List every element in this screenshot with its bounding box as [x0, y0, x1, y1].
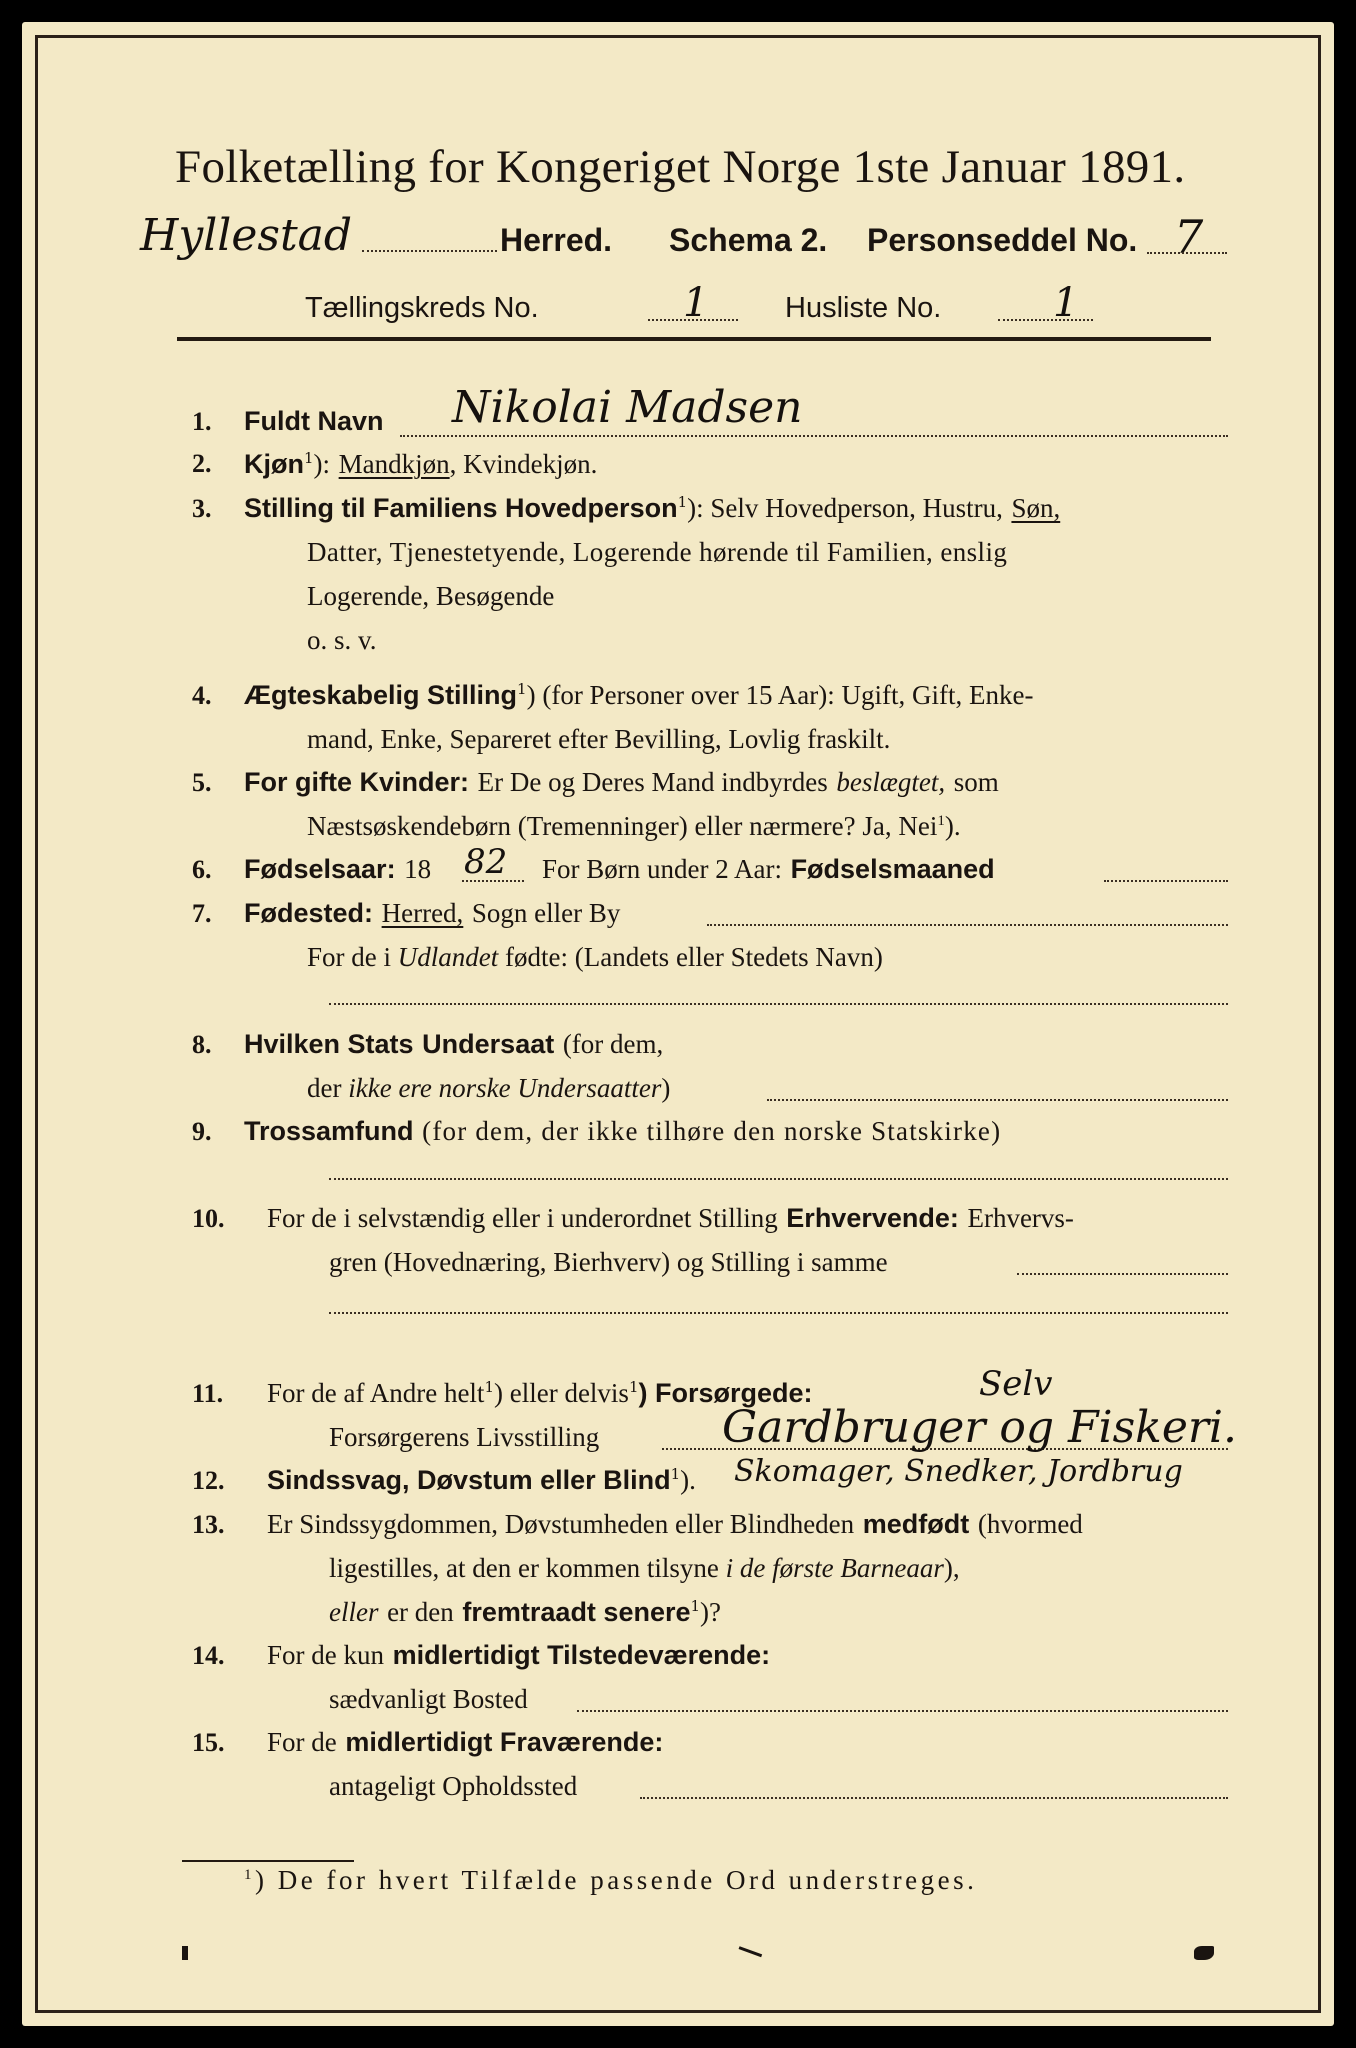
q12-sup: 1 [670, 1465, 681, 1483]
q7-line2 [307, 942, 883, 973]
q4-sup: 1 [517, 680, 527, 698]
q13-line2a: ligestilles, at den er kommen tilsyne [329, 1553, 719, 1583]
q11-forsorgede: ) Forsørgede: [638, 1378, 813, 1408]
q8-line2 [307, 1073, 670, 1104]
q3-line3: Logerende, Besøgende [307, 581, 555, 611]
q13-barneaar: i de første Barneaar [725, 1553, 944, 1583]
q11-value-livsstilling: Gardbruger og Fiskeri. [722, 1402, 1237, 1453]
herred-dotline [362, 250, 497, 252]
q1-name-value: Nikolai Madsen [452, 382, 803, 433]
footnote-sup: 1 [244, 1867, 255, 1883]
q8-number: 8. [192, 1030, 212, 1059]
q7-line2a: For de i [307, 942, 391, 972]
footnote-rule [182, 1860, 354, 1862]
q3-selected-son: Søn, [1011, 493, 1061, 523]
q1-number: 1. [192, 407, 212, 436]
q9-number: 9. [192, 1117, 212, 1146]
footnote [244, 1865, 977, 1896]
q9-dotline [329, 1178, 1228, 1180]
personseddel-dotline [1147, 252, 1227, 254]
q2-colon: ): [313, 449, 331, 479]
q5-beslaegtet: beslægtet, [836, 767, 946, 797]
q12-end: ). [680, 1465, 696, 1495]
q7-selected-herred: Herred, [381, 898, 464, 928]
q4-label: Ægteskabelig Stilling [244, 680, 518, 710]
husliste-number: 1 [1053, 280, 1079, 326]
q15-text: For de [267, 1727, 337, 1757]
q3-sup: 1 [677, 493, 688, 511]
q6-child-label: For Børn under 2 Aar: [542, 854, 782, 884]
q15-label: midlertidigt Fraværende: [345, 1727, 664, 1757]
q6-year-value: 82 [464, 842, 508, 882]
q15-number: 15. [192, 1728, 225, 1757]
q14-text: For de kun [267, 1640, 384, 1670]
print-mark-left [182, 1946, 188, 1960]
q7-rest: Sogn eller By [471, 898, 621, 928]
q10-line2: gren (Hovednæring, Bierhverv) og Stilling i samme [329, 1247, 888, 1277]
q15-line1 [267, 1727, 663, 1758]
q13-medfodt: medfødt [862, 1509, 970, 1539]
q3-label: Stilling til Familiens Hovedperson [244, 493, 678, 523]
q8-line2c: ) [661, 1073, 671, 1103]
q5-text: Er De og Deres Mand indbyrdes [477, 767, 828, 797]
q8-dotline [767, 1099, 1228, 1101]
q10-line1 [267, 1203, 1074, 1234]
q8-label: Hvilken Stats [244, 1029, 414, 1059]
q7-dotline2 [329, 1003, 1228, 1005]
q7-line2c: fødte: (Landets eller Stedets Navn) [505, 942, 883, 972]
personseddel-label: Personseddel No. [867, 222, 1138, 258]
q6-prefix: 18 [404, 854, 432, 884]
q11-line2: Forsørgerens Livsstilling [329, 1422, 600, 1452]
header-rule [177, 337, 1211, 341]
q2-option-kvindekjon: , Kvindekjøn. [449, 449, 598, 479]
q2-number: 2. [192, 449, 212, 478]
q5-line1 [244, 767, 999, 798]
personseddel-number: 7 [1174, 210, 1204, 264]
q14-number: 14. [192, 1641, 225, 1670]
q9-text: (for dem, der ikke tilhøre den norske Statskirke) [422, 1116, 1002, 1146]
q12-value: Skomager, Snedker, Jordbrug [734, 1454, 1183, 1489]
q14-line1 [267, 1640, 770, 1671]
q10-number: 10. [192, 1204, 225, 1233]
q3-line1 [244, 493, 1060, 524]
q13-text: Er Sindssygdommen, Døvstumheden eller Blindheden [267, 1509, 855, 1539]
q13-sup: 1 [690, 1597, 701, 1615]
q6-label: Fødselsaar: [244, 854, 396, 884]
q14-label: midlertidigt Tilstedeværende: [392, 1640, 771, 1670]
q12-label: Sindssvag, Døvstum eller Blind [267, 1465, 671, 1495]
form-title: Folketælling for Kongeriget Norge 1ste Januar 1891. [175, 141, 1186, 193]
q11-text: For de af Andre helt [267, 1378, 485, 1408]
q14-line2: sædvanligt Bosted [329, 1684, 528, 1714]
q13-end: )? [700, 1597, 722, 1627]
q5-line2-end: ). [944, 811, 961, 841]
q8-line1 [244, 1029, 663, 1060]
q3-number: 3. [192, 494, 212, 523]
q2-sup: 1 [304, 449, 314, 467]
form-border [35, 35, 1321, 2013]
q15-line2: antageligt Opholdssted [329, 1771, 578, 1801]
q13-line3 [329, 1597, 721, 1628]
q1-dotline [400, 435, 1228, 437]
q4-options: ) (for Personer over 15 Aar): Ugift, Gift, Enke- [526, 680, 1034, 710]
q5-sup: 1 [937, 813, 945, 829]
q6-line [244, 854, 431, 885]
q5-line2 [307, 811, 961, 842]
census-form [22, 22, 1334, 2026]
q15-dotline [640, 1797, 1228, 1799]
husliste-label: Husliste No. [785, 292, 942, 324]
q13-eller: eller [329, 1597, 379, 1627]
q8-label2: Undersaat [422, 1029, 555, 1059]
q11-value-selv: Selv [979, 1364, 1053, 1404]
q2-option-mandkjon: Mandkjøn [338, 449, 450, 479]
q5-number: 5. [192, 768, 212, 797]
q7-line1 [244, 898, 620, 929]
q4-line2: mand, Enke, Separeret efter Bevilling, Lovlig fraskilt. [307, 724, 891, 754]
herred-label: Herred. [500, 222, 613, 258]
q2-label: Kjøn [244, 449, 304, 479]
q12-line1 [267, 1465, 696, 1496]
q3-line4: o. s. v. [307, 625, 377, 655]
q3-line2: Datter, Tjenestetyende, Logerende hørende til Familien, enslig [307, 537, 1008, 567]
q3-options: ): Selv Hovedperson, Hustru, [687, 493, 1003, 523]
q8-line1-text: (for dem, [562, 1029, 664, 1059]
q9-label: Trossamfund [244, 1116, 414, 1146]
q4-number: 4. [192, 681, 212, 710]
q6-month-label: Fødselsmaaned [790, 854, 995, 884]
q10-erhvervs: Erhvervs- [967, 1203, 1074, 1233]
q10-text: For de i selvstændig eller i underordnet Stilling [267, 1203, 778, 1233]
q7-dotline [707, 924, 1228, 926]
q4-line1 [244, 680, 1033, 711]
q6-year-dotline [462, 880, 524, 882]
q13-line2 [329, 1553, 960, 1584]
q11-sup2: 1 [628, 1378, 639, 1396]
q7-label: Fødested: [244, 898, 374, 928]
q7-number: 7. [192, 899, 212, 928]
q13-line1 [267, 1509, 1083, 1540]
q6-number: 6. [192, 855, 212, 884]
q11-sup: 1 [484, 1378, 494, 1396]
kreds-number: 1 [683, 280, 709, 326]
husliste-dotline [998, 319, 1093, 321]
schema-label: Schema 2. [669, 222, 828, 258]
q13-line2c: ), [943, 1553, 960, 1583]
q7-udlandet: Udlandet [397, 942, 499, 972]
q5-label: For gifte Kvinder: [244, 767, 470, 797]
q10-erhvervende: Erhvervende: [786, 1203, 959, 1233]
q13-erden: er den [387, 1597, 454, 1627]
q8-line2b: ikke ere norske Undersaatter [348, 1073, 662, 1103]
herred-handwritten: Hyllestad [140, 210, 353, 261]
kreds-label: Tællingskreds No. [305, 292, 539, 324]
q13-hvormed: (hvormed [977, 1509, 1083, 1539]
q5-som: som [953, 767, 999, 797]
print-mark-right [1194, 1946, 1214, 1960]
q6-mid [542, 854, 995, 885]
q10-dotline2 [329, 1312, 1228, 1314]
q14-dotline [577, 1710, 1228, 1712]
q10-dotline [1017, 1273, 1228, 1275]
q13-number: 13. [192, 1510, 225, 1539]
q6-month-dotline [1104, 880, 1228, 882]
q11-text2: ) eller delvis [493, 1378, 629, 1408]
q9-line1 [244, 1116, 1001, 1147]
q1-label: Fuldt Navn [244, 406, 384, 436]
q2-line [244, 449, 597, 480]
q5-line2-text: Næstsøskendebørn (Tremenninger) eller nærmere? Ja, Nei [307, 811, 938, 841]
q13-senere: fremtraadt senere [462, 1597, 691, 1627]
q8-line2a: der [307, 1073, 342, 1103]
q11-number: 11. [192, 1379, 224, 1408]
footnote-text: ) De for hvert Tilfælde passende Ord understreges. [255, 1865, 978, 1895]
kreds-dotline [648, 319, 738, 321]
q12-number: 12. [192, 1466, 225, 1495]
